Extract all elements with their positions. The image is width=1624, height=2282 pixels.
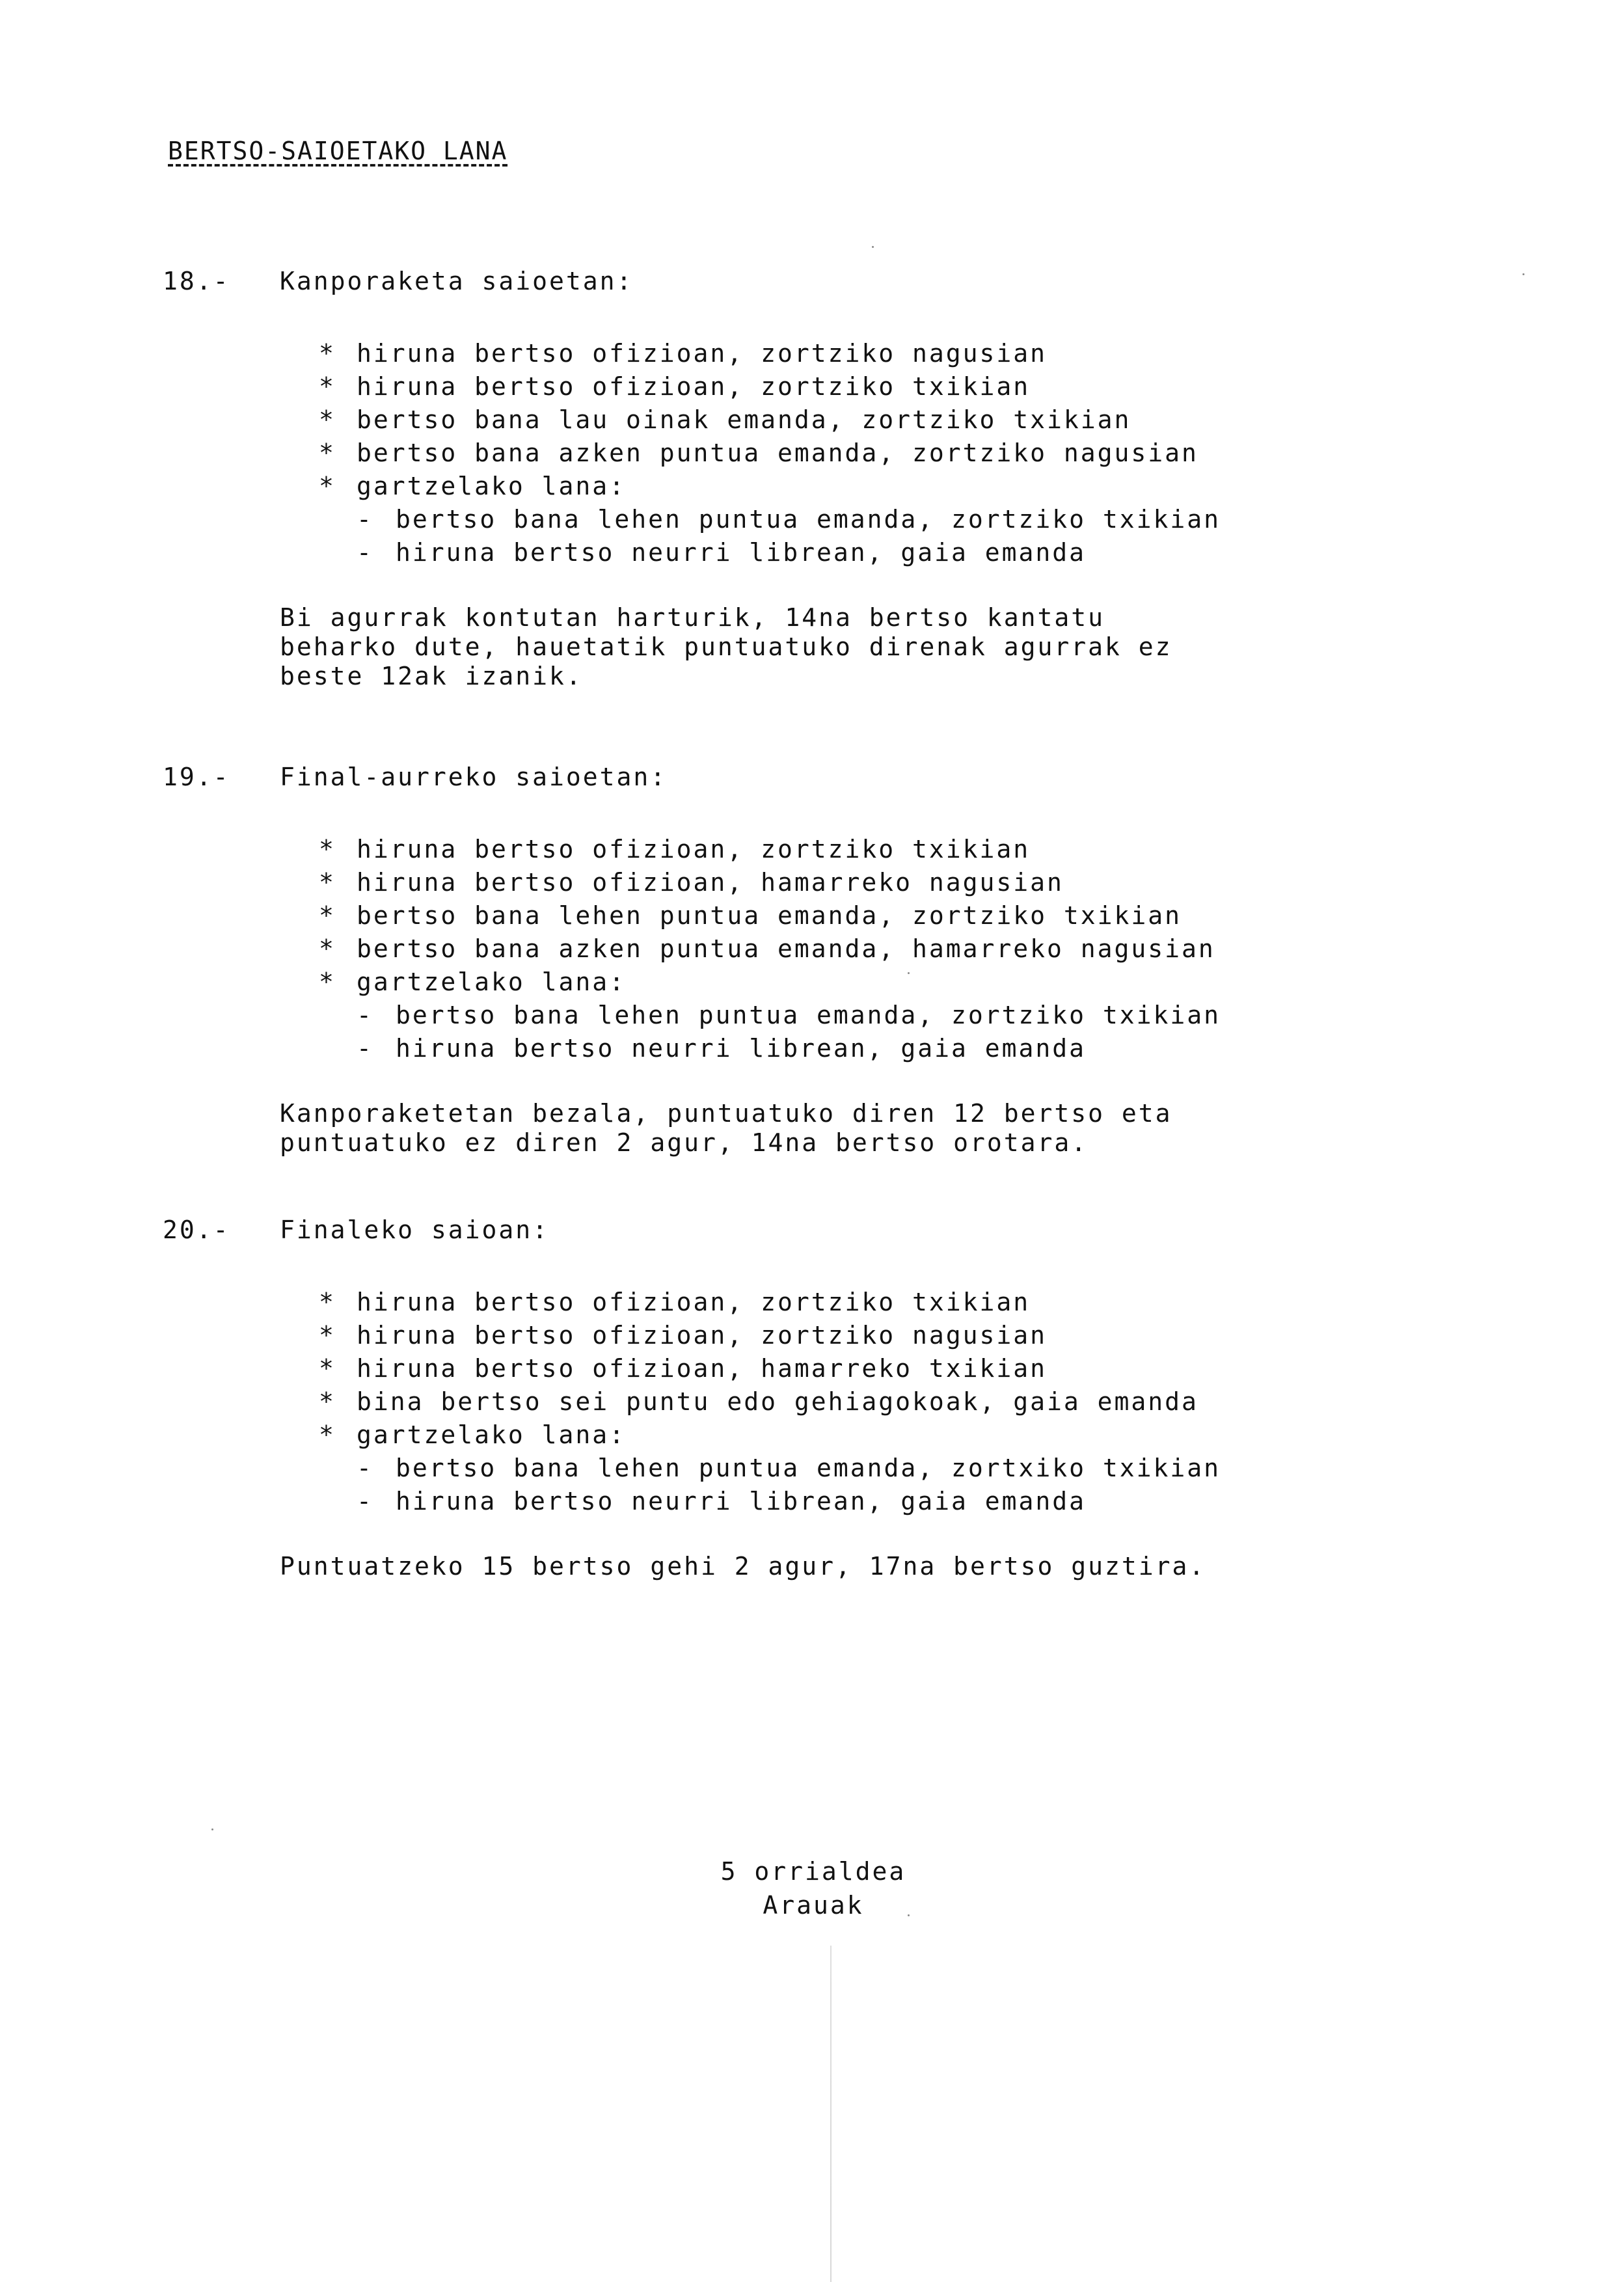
list-item-text: bina bertso sei puntu edo gehiagokoak, gaia emanda xyxy=(357,1387,1198,1416)
section-number: 20.- xyxy=(163,1216,230,1244)
sub-item-text: hiruna bertso neurri librean, gaia emanda xyxy=(396,1487,1086,1515)
list-item xyxy=(319,966,1529,999)
list-item-text: gartzelako lana: xyxy=(357,472,627,500)
section-19 xyxy=(163,763,1529,1158)
sub-item-text: hiruna bertso neurri librean, gaia emanda xyxy=(396,1034,1086,1063)
section-18 xyxy=(163,267,1529,691)
list-item xyxy=(319,899,1529,932)
sub-item-text: bertso bana lehen puntua emanda, zortxiko txikian xyxy=(396,1454,1221,1482)
bullet-icon: * xyxy=(319,439,336,467)
sub-list-item xyxy=(319,999,1529,1032)
section-paragraph: Kanporaketetan bezala, puntuatuko diren 12 bertso eta puntuatuko ez diren 2 agur, 14na bertso orotara. xyxy=(280,1099,1172,1157)
list-item-text: bertso bana azken puntua emanda, hamarreko nagusian xyxy=(357,934,1215,963)
section-heading xyxy=(163,1216,1529,1252)
bullet-icon: * xyxy=(319,372,336,401)
item-list xyxy=(319,1286,1529,1518)
bullet-icon: * xyxy=(319,472,336,500)
bullet-icon: * xyxy=(319,1321,336,1350)
list-item-text: hiruna bertso ofizioan, zortziko txikian xyxy=(357,372,1031,401)
dash-icon: - xyxy=(357,1034,373,1063)
list-item xyxy=(319,1385,1529,1419)
section-20 xyxy=(163,1216,1529,1581)
sub-item-text: bertso bana lehen puntua emanda, zortziko txikian xyxy=(396,505,1221,534)
bullet-icon: * xyxy=(319,868,336,897)
list-item xyxy=(319,833,1529,866)
item-list xyxy=(319,337,1529,569)
bullet-icon: * xyxy=(319,901,336,930)
list-item-text: bertso bana azken puntua emanda, zortziko nagusian xyxy=(357,439,1198,467)
list-item xyxy=(319,1286,1529,1319)
page-number: 5 orrialdea xyxy=(720,1857,906,1886)
scan-speck xyxy=(908,1914,910,1916)
list-item-text: hiruna bertso ofizioan, zortziko nagusian xyxy=(357,339,1047,368)
section-title: Finaleko saioan: xyxy=(280,1216,550,1244)
sub-list-item xyxy=(319,536,1529,569)
list-item xyxy=(319,470,1529,503)
list-item-text: hiruna bertso ofizioan, hamarreko txikian xyxy=(357,1354,1047,1383)
scan-fold-line xyxy=(830,1946,832,2282)
list-item xyxy=(319,866,1529,899)
list-item-text: hiruna bertso ofizioan, zortziko txikian xyxy=(357,835,1031,863)
list-item-text: bertso bana lehen puntua emanda, zortziko txikian xyxy=(357,901,1182,930)
list-item xyxy=(319,437,1529,470)
list-item-text: bertso bana lau oinak emanda, zortziko txikian xyxy=(357,405,1131,434)
list-item xyxy=(319,370,1529,403)
bullet-icon: * xyxy=(319,339,336,368)
list-item xyxy=(319,1352,1529,1385)
bullet-icon: * xyxy=(319,405,336,434)
section-paragraph: Bi agurrak kontutan harturik, 14na bertso kantatu beharko dute, hauetatik puntuatuko direnak agurrak ez beste 12ak izanik. xyxy=(280,603,1172,690)
list-item xyxy=(319,337,1529,370)
scan-speck xyxy=(908,972,910,974)
footer-label: Arauak xyxy=(763,1891,864,1920)
sub-item-text: bertso bana lehen puntua emanda, zortziko txikian xyxy=(396,1001,1221,1029)
section-number: 19.- xyxy=(163,763,230,791)
bullet-icon: * xyxy=(319,1288,336,1316)
bullet-icon: * xyxy=(319,934,336,963)
item-list xyxy=(319,833,1529,1065)
scan-speck xyxy=(211,1828,213,1830)
sub-item-text: hiruna bertso neurri librean, gaia emanda xyxy=(396,538,1086,567)
bullet-icon: * xyxy=(319,1420,336,1449)
dash-icon: - xyxy=(357,538,373,567)
section-heading xyxy=(163,267,1529,303)
section-title: Kanporaketa saioetan: xyxy=(280,267,634,295)
section-paragraph: Puntuatzeko 15 bertso gehi 2 agur, 17na bertso guztira. xyxy=(280,1552,1206,1581)
bullet-icon: * xyxy=(319,968,336,996)
sub-list-item xyxy=(319,503,1529,536)
bullet-icon: * xyxy=(319,1354,336,1383)
section-title: Final-aurreko saioetan: xyxy=(280,763,668,791)
section-heading xyxy=(163,763,1529,799)
scan-speck xyxy=(872,246,874,248)
section-number: 18.- xyxy=(163,267,230,295)
list-item xyxy=(319,1419,1529,1452)
dash-icon: - xyxy=(357,1487,373,1515)
list-item-text: hiruna bertso ofizioan, zortziko txikian xyxy=(357,1288,1031,1316)
list-item-text: gartzelako lana: xyxy=(357,1420,627,1449)
dash-icon: - xyxy=(357,505,373,534)
page-footer xyxy=(677,1854,950,1922)
document-title: BERTSO-SAIOETAKO LANA xyxy=(168,137,508,165)
list-item xyxy=(319,1319,1529,1352)
sub-list-item xyxy=(319,1452,1529,1485)
scan-speck xyxy=(1522,273,1524,275)
sub-list-item xyxy=(319,1485,1529,1518)
bullet-icon: * xyxy=(319,835,336,863)
list-item-text: gartzelako lana: xyxy=(357,968,627,996)
list-item-text: hiruna bertso ofizioan, hamarreko nagusian xyxy=(357,868,1064,897)
list-item-text: hiruna bertso ofizioan, zortziko nagusian xyxy=(357,1321,1047,1350)
sub-list-item xyxy=(319,1032,1529,1065)
list-item xyxy=(319,403,1529,437)
dash-icon: - xyxy=(357,1454,373,1482)
dash-icon: - xyxy=(357,1001,373,1029)
list-item xyxy=(319,932,1529,966)
bullet-icon: * xyxy=(319,1387,336,1416)
